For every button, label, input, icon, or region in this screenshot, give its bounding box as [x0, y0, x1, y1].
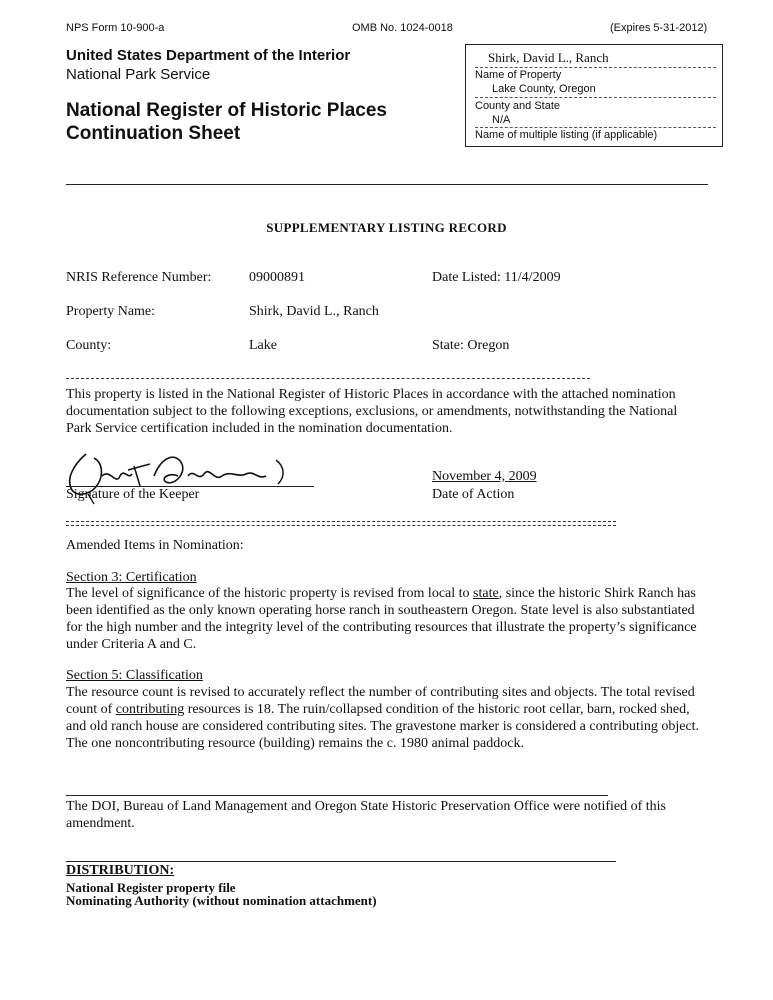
statement-line: Park Service certification included in the nomination documentation.: [66, 421, 453, 436]
notification-line: amendment.: [66, 816, 135, 831]
nris-label: NRIS Reference Number:: [66, 270, 212, 285]
section3-title: Section 3: Certification: [66, 570, 197, 585]
county-state-label: County and State: [475, 100, 561, 112]
nris-value: 09000891: [249, 270, 305, 285]
action-date-label: Date of Action: [432, 487, 515, 502]
section5-line: The resource count is revised to accurately reflect the number of contributing sites and objects. The total revised: [66, 685, 695, 700]
property-name-label: Name of Property: [475, 69, 562, 81]
state-value: State: Oregon: [432, 338, 510, 353]
department-name: United States Department of the Interior: [66, 47, 351, 64]
document-title: [66, 99, 387, 145]
notification-rule: [66, 795, 608, 796]
section3-line: under Criteria A and C.: [66, 637, 197, 652]
section5-title: Section 5: Classification: [66, 668, 203, 683]
text-run: The level of significance of the historic property is revised from local to: [66, 586, 474, 601]
section5-line: and old ranch house are considered contributing sites. The gravestone marker is considered a contributing object.: [66, 719, 700, 734]
document-title-line1: National Register of Historic Places: [66, 100, 387, 121]
section3-line: been identified as the only known operating horse ranch in southeastern Oregon. State level is also substantiated: [66, 603, 695, 618]
omb-number: OMB No. 1024-0018: [352, 22, 453, 34]
text-run: resources is 18. The ruin/collapsed condition of the historic root cellar, barn, rocked shed,: [184, 702, 690, 717]
section3-line: [66, 585, 713, 602]
listing-statement: [66, 386, 713, 437]
property-info-box: [465, 44, 723, 147]
section3-line: for the high number and the integrity level of the contributing resources that illustrate the property’s significance: [66, 620, 697, 635]
county-state-value: Lake County, Oregon: [492, 83, 596, 95]
county-label: County:: [66, 338, 112, 353]
section5-line: The one noncontributing resource (building) remains the c. 1980 animal paddock.: [66, 736, 524, 751]
header-rule: [66, 184, 708, 185]
section3-body: [66, 585, 713, 653]
expiration-date: (Expires 5-31-2012): [610, 22, 708, 34]
property-name-label: Property Name:: [66, 304, 156, 319]
property-name-value: Shirk, David L., Ranch: [488, 50, 609, 65]
distribution-rule: [66, 861, 616, 862]
section5-line: [66, 701, 713, 718]
section5-body: [66, 684, 713, 752]
property-name-value: Shirk, David L., Ranch: [249, 304, 379, 319]
signature-label: Signature of the Keeper: [66, 487, 200, 502]
statement-line: This property is listed in the National Register of Historic Places in accordance with the attached nomination: [66, 387, 676, 402]
date-listed: Date Listed: 11/4/2009: [432, 270, 561, 285]
form-number: NPS Form 10-900-a: [66, 22, 165, 34]
divider: [475, 127, 716, 128]
double-dashed-divider: [66, 521, 616, 526]
text-run: count of: [66, 702, 116, 717]
notification-text: [66, 798, 713, 832]
divider: [475, 97, 716, 98]
statement-line: documentation subject to the following exceptions, exclusions, or amendments, notwithstanding the National: [66, 404, 678, 419]
record-heading: SUPPLEMENTARY LISTING RECORD: [266, 220, 507, 235]
multiple-listing-label: Name of multiple listing (if applicable): [475, 129, 658, 141]
underlined-term: state: [473, 586, 499, 601]
underlined-term: contributing: [115, 702, 185, 717]
notification-line: The DOI, Bureau of Land Management and Oregon State Historic Preservation Office were notified of this: [66, 799, 666, 814]
distribution-heading: DISTRIBUTION:: [66, 863, 175, 878]
multiple-listing-value: N/A: [492, 114, 511, 126]
agency-name: National Park Service: [66, 66, 211, 83]
distribution-item: Nominating Authority (without nomination attachment): [66, 893, 377, 908]
amended-items-intro: Amended Items in Nomination:: [66, 538, 244, 553]
document-title-line2: Continuation Sheet: [66, 123, 241, 144]
dashed-divider: [66, 378, 590, 379]
county-value: Lake: [249, 338, 277, 353]
divider: [475, 67, 716, 68]
distribution-item: National Register property file: [66, 880, 236, 895]
text-run: , since the historic Shirk Ranch has: [498, 586, 696, 601]
action-date: November 4, 2009: [432, 469, 537, 484]
